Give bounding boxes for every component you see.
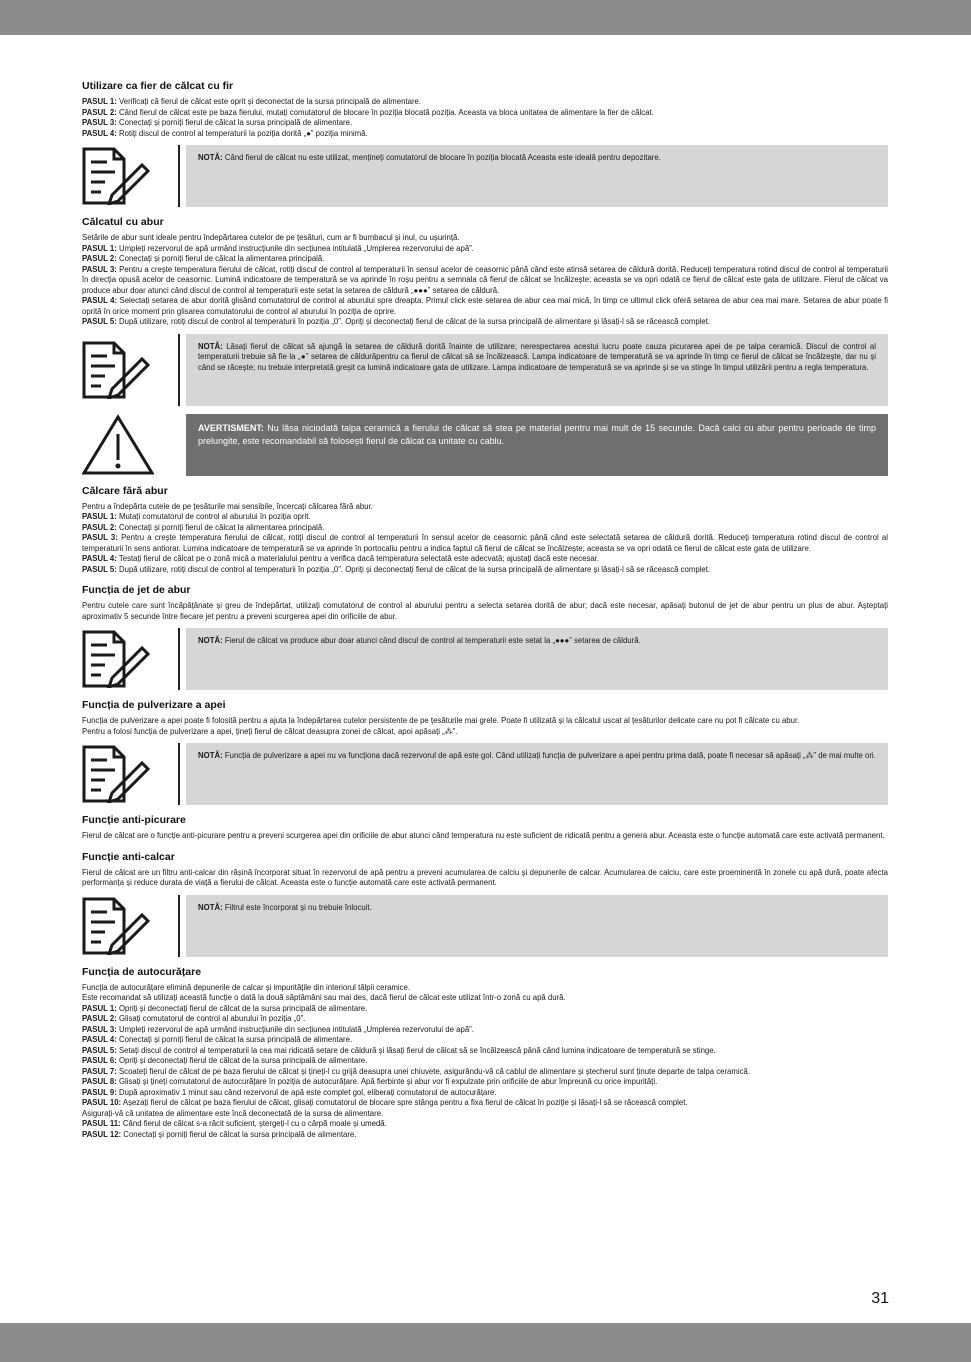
note-text (186, 895, 888, 957)
step-label: PASUL 1: (82, 512, 117, 521)
note-label: NOTĂ: (198, 341, 223, 351)
paragraph (82, 1077, 888, 1088)
step-text: Conectați și porniți fierul de călcat la alimentarea principală. (116, 254, 325, 263)
paragraph (82, 1088, 888, 1099)
section-steam-ironing (82, 216, 888, 476)
step-text: Rotiți discul de control al temperaturii la poziția dorită „●” poziția minimă. (116, 128, 368, 138)
paragraph (82, 1035, 888, 1046)
step-text: Pentru a crește temperatura fierului de călcat, rotiți discul de control al temperaturii în sensul acelor de ceasornic până când este atinsă setarea de căldură dorită. Reduceți temperatura rotind discul de control al temperaturii în direcția opusă acelor de ceasornic. Lumină indicatoare de temperatură se va aprinde în roșu pentru a semnala că fierul de călcat se încălzește; aceasta se va opri odată ce fierul de călcat este gata de utilizare. Fierul de călcat va produce abur doar atunci când discul de control al temperaturii este setat la setarea de căldură „●●●” setarea de căldură. (82, 264, 888, 295)
step-text: Umpleți rezervorul de apă urmând instrucțiunile din secțiunea intitulată „Umplerea rezervorului de apă”. (116, 243, 474, 253)
section-dry-ironing (82, 485, 888, 576)
note-text (186, 334, 888, 406)
paragraph (82, 265, 888, 297)
note-body: Când fierul de călcat nu este utilizat, mențineți comutatorul de blocare în poziția blocată Aceasta este ideală pentru depozitare. (222, 153, 661, 162)
paragraph (82, 118, 888, 129)
step-text: După utilizare, rotiți discul de control al temperaturii în poziția „0”. Opriți și deconectați fierul de călcat de la sursa principală de alimentare și lăsați-l să se răcească complet. (116, 564, 711, 574)
section-title: Funcție anti-picurare (82, 814, 186, 826)
paragraph (82, 1067, 888, 1078)
paragraph (82, 233, 888, 244)
note-text (186, 628, 888, 690)
step-text: Asigurați-vă că unitatea de alimentare este încă deconectată de la sursa de alimentare. (82, 1108, 384, 1118)
step-label: PASUL 4: (82, 296, 118, 305)
section-title: Călcare fără abur (82, 484, 168, 497)
step-label: PASUL 6: (82, 1056, 117, 1065)
step-label: PASUL 4: (82, 554, 117, 563)
paragraph (82, 601, 888, 622)
step-text: Opriți și deconectați fierul de călcat de la sursa principală de alimentare. (116, 1003, 368, 1013)
paragraph (82, 502, 888, 513)
step-label: PASUL 4: (82, 1035, 117, 1044)
note-pencil-icon (82, 628, 178, 690)
note-body: Fierul de călcat va produce abur doar atunci când discul de control al temperaturii este setat la „●●●” setarea de căldură. (222, 636, 641, 645)
paragraph (82, 97, 888, 108)
paragraph (82, 108, 888, 119)
note-pencil-icon (82, 334, 178, 406)
paragraph (82, 831, 888, 842)
step-text: Conectați și porniți fierul de călcat la sursa principală de alimentare. (121, 1129, 357, 1139)
note-text (186, 145, 888, 207)
paragraph (82, 254, 888, 265)
note-box (82, 895, 888, 957)
step-label: PASUL 12: (82, 1129, 122, 1139)
section-title: Funcția de autocurățare (82, 965, 202, 978)
step-text: Setați discul de control al temperaturii la cea mai ridicată setare de căldură și lăsați fierul de călcat să se încălzească până când lumina indicatoare de temperatură se stinge. (116, 1045, 716, 1055)
page-number: 31 (871, 1290, 889, 1307)
step-text: Funcția de autocurățare elimină depunerile de calcar și impuritățile din interiorul tălpii ceramice. (82, 982, 411, 992)
step-text: După utilizare, rotiți discul de control al temperaturii în poziția „0”. Opriți și deconectați fierul de călcat de la sursa principală de alimentare și lăsați-l să se răcească complet. (116, 317, 711, 326)
step-text: Când fierul de călcat s-a răcit suficient, ștergeți-l cu o cârpă moale și umedă. (120, 1119, 387, 1128)
note-text (186, 743, 888, 805)
section-anti-calc (82, 851, 888, 957)
note-label: NOTĂ: (198, 751, 223, 760)
warning-label: AVERTISMENT: (198, 422, 264, 433)
note-label: NOTĂ: (198, 153, 223, 162)
paragraph (82, 993, 888, 1004)
step-text: Glisați comutatorul de control al aburului în poziția „0”. (116, 1014, 306, 1023)
step-text: Pentru cutele care sunt încăpățânate și greu de îndepărtat, utilizați comutatorul de control al aburului pentru a selecta setarea dorită de abur; dacă este necesar, apăsați butonul de jet de abur pentru un plus de abur. Așteptați aproximativ 5 secunde între fiecare jet pentru a preveni scurgerea apei din orificiile de abur. (82, 601, 888, 621)
paragraph (82, 533, 888, 554)
divider (178, 895, 180, 957)
step-label: PASUL 2: (82, 254, 117, 263)
note-body: Filtrul este încorporat și nu trebuie înlocuit. (222, 902, 372, 912)
step-label: PASUL 2: (82, 1014, 117, 1023)
step-text: Pentru a crește temperatura fierului de călcat, rotiți discul de control al temperaturii în sensul acelor de ceasornic până când este selectată setarea de căldură dorită. Reduceți temperatura rotind discul de control al temperaturii în sens antiorar. Lumina indicatoare de temperatură se va aprinde în portocaliu pentru a indica faptul că fierul de călcat se încălzește; aceasta se va opri odată ce fierul de călcat este gata de utilizare. (82, 533, 888, 553)
step-text: După aproximativ 1 minut sau când rezervorul de apă este complet gol, eliberați comutatorul de autocurățare. (116, 1087, 497, 1097)
step-label: PASUL 10: (82, 1098, 122, 1107)
step-text: Setările de abur sunt ideale pentru îndepărtarea cutelor de pe țesături, cum ar fi bumbacul și inul, cu ușurință. (82, 233, 460, 242)
step-text: Este recomandat să utilizați această funcție o dată la două săptămâni sau mai des, dacă fierul de călcat este utilizat într-o zonă cu apă dură. (82, 993, 566, 1002)
step-label: PASUL 2: (82, 522, 117, 532)
divider (178, 743, 180, 805)
step-text: Umpleți rezervorul de apă urmând instrucțiunile din secțiunea intitulată „Umplerea rezervorului de apă”. (116, 1024, 474, 1034)
paragraph (82, 554, 888, 565)
step-label: PASUL 3: (82, 264, 117, 274)
step-label: PASUL 8: (82, 1077, 117, 1086)
step-text: Scoateți fierul de călcat de pe baza fierului de călcat și țineți-l cu grijă deasupra unei chiuvete, asigurându-vă că cablul de alimentare și ștecherul sunt ținute departe de talpa ceramică. (116, 1066, 751, 1076)
paragraph (82, 1109, 888, 1120)
warning-triangle-icon (82, 414, 178, 476)
warning-box (82, 414, 888, 476)
paragraph (82, 523, 888, 534)
section-title: Funcție anti-calcar (82, 850, 175, 863)
note-body: Lăsați fierul de călcat să ajungă la setarea de căldură dorită înainte de utilizare; nerespectarea acestui lucru poate cauza picurarea apei de pe talpa ceramică. Discul de control al temperaturii trebuie să fie la „●” setarea de căldurăpentru ca fierul de călcat să se încălzească. Lampa indicatoare de temperatură se va aprinde în timp ce fierul de călcat se încălzește, dar nu și când se răcește; nu trebuie interpretată greșit ca lumină indicatoare gata de utilizare. Lampa indicatoare de temperatură se va aprinde și se va stinge în timpul utilizării pentru a regla temperatura. (198, 341, 876, 372)
paragraph (82, 1119, 888, 1130)
paragraph (82, 1004, 888, 1015)
paragraph (82, 317, 888, 328)
step-label: PASUL 4: (82, 128, 117, 138)
note-box (82, 628, 888, 690)
note-pencil-icon (82, 145, 178, 207)
divider (178, 145, 180, 207)
warning-text (186, 414, 888, 476)
divider (178, 628, 180, 690)
step-text: Selectați setarea de abur dorită glisând comutatorul de control al aburului spre dreapta. Primul click este setarea de abur cea mai mică, în timp ce ultimul click oferă setarea de abur cea mai mare. Setarea de abur poate fi oprită în orice moment prin glisarea comutatorului de control al aburului în poziția de oprire. (82, 296, 888, 316)
step-label: PASUL 2: (82, 107, 117, 117)
document-content (82, 80, 888, 1149)
step-label: PASUL 5: (82, 564, 117, 574)
paragraph (82, 129, 888, 140)
step-label: PASUL 5: (82, 1045, 117, 1055)
note-pencil-icon (82, 743, 178, 805)
paragraph (82, 868, 888, 889)
warning-body: Nu lăsa niciodată talpa ceramică a fierului de călcat să stea pe material pentru mai mult de 15 secunde. Dacă calci cu abur pentru perioade de timp prelungite, este recomandabil să folosești fierul de călcat ca unitate cu cablu. (198, 422, 876, 446)
note-body: Funcția de pulverizare a apei nu va funcționa dacă rezervorul de apă este gol. Când utilizați funcția de pulverizare a apei pentru prima dată, poate fi necesar să apăsați „⁂” de mai multe ori. (222, 751, 876, 760)
step-text: Pentru a folosi funcția de pulverizare a apei, țineți fierul de călcat deasupra zonei de călcat, apoi apăsați „⁂”. (82, 726, 458, 736)
step-label: PASUL 1: (82, 1003, 117, 1013)
step-text: Funcția de pulverizare a apei poate fi folosită pentru a ajuta la îndepărtarea cutelor persistente de pe țesăturile mai grele. Poate fi utilizată și la călcatul uscat al țesăturilor delicate care nu pot fi călcate cu abur. (82, 716, 800, 725)
note-box (82, 743, 888, 805)
section-title: Călcatul cu abur (82, 216, 164, 228)
section-title: Utilizare ca fier de călcat cu fir (82, 80, 234, 92)
section-self-cleaning (82, 966, 888, 1141)
step-text: Verificați că fierul de călcat este oprit și deconectat de la sursa principală de alimentare. (116, 97, 422, 106)
step-label: PASUL 11: (82, 1119, 121, 1128)
paragraph (82, 1046, 888, 1057)
paragraph (82, 1098, 888, 1109)
paragraph (82, 296, 888, 317)
bottom-bar (0, 1323, 971, 1362)
step-label: PASUL 9: (82, 1087, 117, 1097)
step-text: Glisați și țineți comutatorul de autocurățare în poziția de autocurățare. Apă fierbinte și abur vor fi expulzate prin orificiile de abur împreună cu orice impurități. (116, 1077, 658, 1086)
divider (178, 334, 180, 406)
step-label: PASUL 3: (82, 118, 117, 127)
paragraph (82, 1130, 888, 1141)
step-text: Opriți și deconectați fierul de călcat de la sursa principală de alimentare. (116, 1056, 368, 1065)
paragraph (82, 244, 888, 255)
step-text: Mutați comutatorul de control al aburului în poziția oprit. (116, 512, 311, 521)
paragraph (82, 1056, 888, 1067)
step-text: Conectați și porniți fierul de călcat la sursa principală de alimentare. (116, 118, 353, 127)
step-label: PASUL 3: (82, 533, 118, 542)
step-text: Pentru a îndepărta cutele de pe țesăturile mai sensibile, încercați călcarea fără abur. (82, 501, 373, 511)
step-text: Când fierul de călcat este pe baza fierului, mutați comutatorul de blocare în poziția blocată poziția. Aceasta va bloca unitatea de alimentare la fier de călcat. (116, 107, 654, 117)
step-text: Fierul de călcat are un filtru anti-calcar din rășină încorporat situat în rezervorul de apă pentru a preveni acumularea de calciu și depunerile de calcar. Acumularea de calciu, care este proeminentă în zonele cu apă dură, poate afecta performanța și reduce durata de viață a fierului de călcat. Aceasta este o funcție automată care este activată permanent. (82, 867, 888, 887)
section-corded-ironing (82, 80, 888, 207)
step-text: Conectați și porniți fierul de călcat la alimentarea principală. (116, 522, 325, 532)
step-text: Așezați fierul de călcat pe baza fierului de călcat, glisați comutatorul de blocare spre stânga pentru a fixa fierul de călcat în poziție și lăsați-l să se răcească complet. (121, 1098, 688, 1107)
paragraph (82, 716, 888, 727)
step-label: PASUL 5: (82, 317, 117, 326)
step-label: PASUL 7: (82, 1066, 117, 1076)
top-bar (0, 0, 971, 35)
step-label: PASUL 1: (82, 243, 117, 253)
step-text: Fierul de călcat are o funcție anti-picurare pentru a preveni scurgerea apei din orificiile de abur atunci când temperatura nu este suficient de ridicată pentru a genera abur. Aceasta este o funcție automată care este activată permanent. (82, 831, 885, 840)
section-anti-drip (82, 814, 888, 842)
step-text: Conectați și porniți fierul de călcat la sursa principală de alimentare. (116, 1035, 353, 1044)
section-title: Funcția de pulverizare a apei (82, 699, 226, 711)
note-box (82, 145, 888, 207)
section-steam-jet (82, 584, 888, 690)
step-text: Testați fierul de călcat pe o zonă mică a materialului pentru a verifica dacă temperatura selectată este adecvată; ajustați dacă este necesar. (116, 554, 600, 563)
divider (178, 414, 180, 476)
paragraph (82, 983, 888, 994)
paragraph (82, 1014, 888, 1025)
paragraph (82, 512, 888, 523)
paragraph (82, 565, 888, 576)
section-water-spray (82, 699, 888, 805)
note-box (82, 334, 888, 406)
note-pencil-icon (82, 895, 178, 957)
step-label: PASUL 3: (82, 1024, 117, 1034)
step-label: PASUL 1: (82, 97, 117, 106)
paragraph (82, 1025, 888, 1036)
note-label: NOTĂ: (198, 636, 223, 645)
section-title: Funcția de jet de abur (82, 584, 191, 596)
note-label: NOTĂ: (198, 902, 223, 912)
paragraph (82, 727, 888, 738)
